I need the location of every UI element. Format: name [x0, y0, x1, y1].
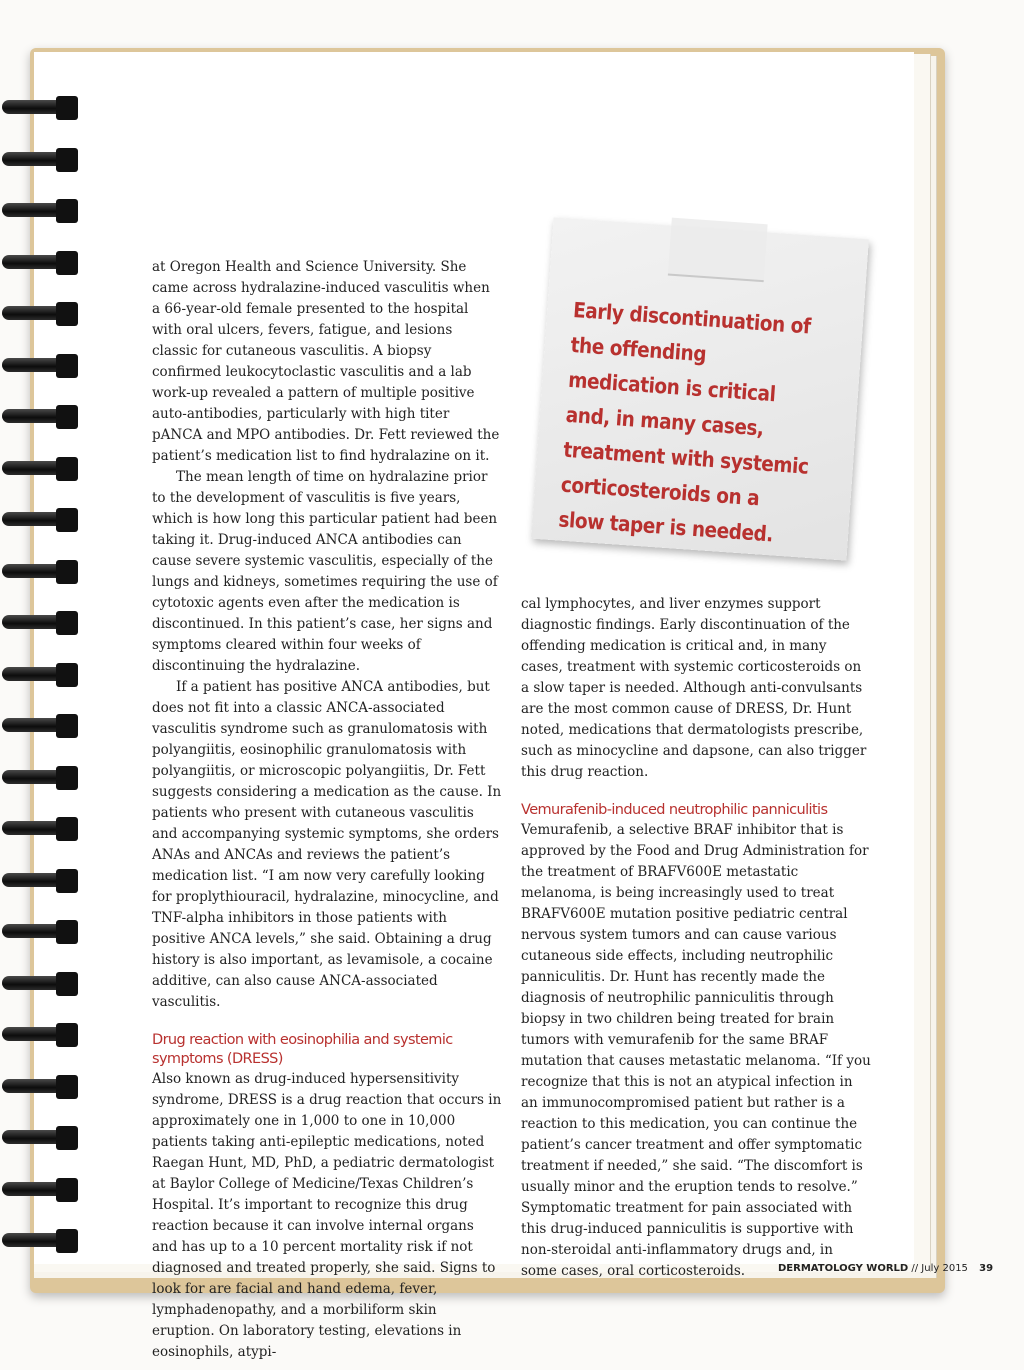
spiral-coil [2, 710, 78, 744]
right-column [521, 594, 871, 1282]
paragraph: at Oregon Health and Science University. She came across hydralazine-induced vasculitis when a 66-year-old female presented to the hospital with oral ulcers, fevers, fatigue, and lesions classic for cutaneous vasculitis. A biopsy confirmed leukocytoclastic vasculitis and a lab work-up revealed a pattern of multiple positive auto-antibodies, particularly with high titer pANCA and MPO antibodies. Dr. Fett reviewed the patient’s medication list to find hydralazine on it. [152, 259, 500, 464]
spiral-coil [2, 504, 78, 538]
spiral-coil [2, 916, 78, 950]
spiral-coil [2, 401, 78, 435]
issue-date: // July 2015 [911, 1263, 968, 1274]
spiral-coil [2, 1071, 78, 1105]
spiral-coil [2, 144, 78, 178]
section-heading-vemurafenib: Vemurafenib-induced neutrophilic panniculitis [521, 802, 828, 818]
spiral-coil [2, 1122, 78, 1156]
page-footer [778, 1263, 993, 1274]
spiral-coil [2, 350, 78, 384]
spiral-coil [2, 1225, 78, 1259]
pull-quote-note [531, 217, 869, 560]
spiral-coil [2, 1174, 78, 1208]
paragraph: cal lymphocytes, and liver enzymes support diagnostic findings. Early discontinuation of the offending medication is critical and, in many cases, treatment with systemic corticosteroids on a slow taper is needed. Although anti-convulsants are the most common cause of DRESS, Dr. Hunt noted, medications that dermatologists prescribe, such as minocycline and dapsone, can also trigger this drug reaction. [521, 596, 867, 780]
spiral-binding [0, 0, 80, 1370]
spiral-coil [2, 607, 78, 641]
spiral-coil [2, 195, 78, 229]
paragraph: Also known as drug-induced hypersensitivity syndrome, DRESS is a drug reaction that occurs in approximately one in 1,000 to one in 10,000 patients taking anti-epileptic medications, noted Raegan Hunt, MD, PhD, a pediatric dermatologist at Baylor College of Medicine/Texas Children’s Hospital. It’s important to recognize this drug reaction because it can involve internal organs and has up to a 10 percent mortality risk if not diagnosed and treated properly, she said. Signs to look for are facial and hand edema, fever, lymphadenopathy, and a morbiliform skin eruption. On laboratory testing, elevations in eosinophils, atypi- [152, 1071, 502, 1360]
spiral-coil [2, 762, 78, 796]
spiral-coil [2, 1019, 78, 1053]
spiral-coil [2, 92, 78, 126]
spiral-coil [2, 968, 78, 1002]
paragraph: If a patient has positive ANCA antibodies, but does not fit into a classic ANCA-associated vasculitis syndrome such as granulomatosis with polyangiitis, eosinophilic granulomatosis with polyangiitis, or microscopic polyangiitis, Dr. Fett suggests considering a medication as the cause. In patients who present with cutaneous vasculitis and accompanying systemic symptoms, she orders ANAs and ANCAs and reviews the patient’s medication list. “I am now very carefully looking for proplythiouracil, hydralazine, minocycline, and TNF-alpha inhibitors in those patients with positive ANCA levels,” she said. Obtaining a drug history is also important, as levamisole, a cocaine additive, can also cause ANCA-associated vasculitis. [152, 679, 502, 1010]
page-number: 39 [979, 1263, 994, 1274]
spiral-coil [2, 865, 78, 899]
spiral-coil [2, 556, 78, 590]
left-column [152, 257, 502, 1363]
spiral-coil [2, 813, 78, 847]
spiral-coil [2, 659, 78, 693]
tape [668, 218, 768, 283]
section-heading-dress: Drug reaction with eosinophilia and systemic symptoms (DRESS) [152, 1032, 453, 1067]
paragraph: The mean length of time on hydralazine prior to the development of vasculitis is five years, which is how long this particular patient had been taking it. Drug-induced ANCA antibodies can cause severe systemic vasculitis, especially of the lungs and kidneys, sometimes requiring the use of cytotoxic agents even after the medication is discontinued. In this patient’s case, her signs and symptoms cleared within four weeks of discontinuing the hydralazine. [152, 469, 498, 674]
paragraph: Vemurafenib, a selective BRAF inhibitor that is approved by the Food and Drug Administration for the treatment of BRAFV600E metastatic melanoma, is being increasingly used to treat BRAFV600E mutation positive pediatric central nervous system tumors and can cause various cutaneous side effects, including neutrophilic panniculitis. Dr. Hunt has recently made the diagnosis of neutrophilic panniculitis through biopsy in two children being treated for brain tumors with vemurafenib for the same BRAF mutation that causes metastatic melanoma. “If you recognize that this is not an atypical infection in an immunocompromised patient but rather is a reaction to this medication, you can continue the patient’s cancer treatment and offer symptomatic treatment if needed,” she said. “The discomfort is usually minor and the eruption tends to resolve.” Symptomatic treatment for pain associated with this drug-induced panniculitis is supportive with non-steroidal anti-inflammatory drugs and, in some cases, oral corticosteroids. [521, 822, 871, 1279]
publication-name: DERMATOLOGY WORLD [778, 1263, 909, 1274]
spiral-coil [2, 247, 78, 281]
spiral-coil [2, 453, 78, 487]
pull-quote: Early discontinuation of the offending medication is critical and, in many cases, treatment with systemic corticosteroids on a slow taper is needed. [557, 297, 812, 547]
spiral-coil [2, 298, 78, 332]
